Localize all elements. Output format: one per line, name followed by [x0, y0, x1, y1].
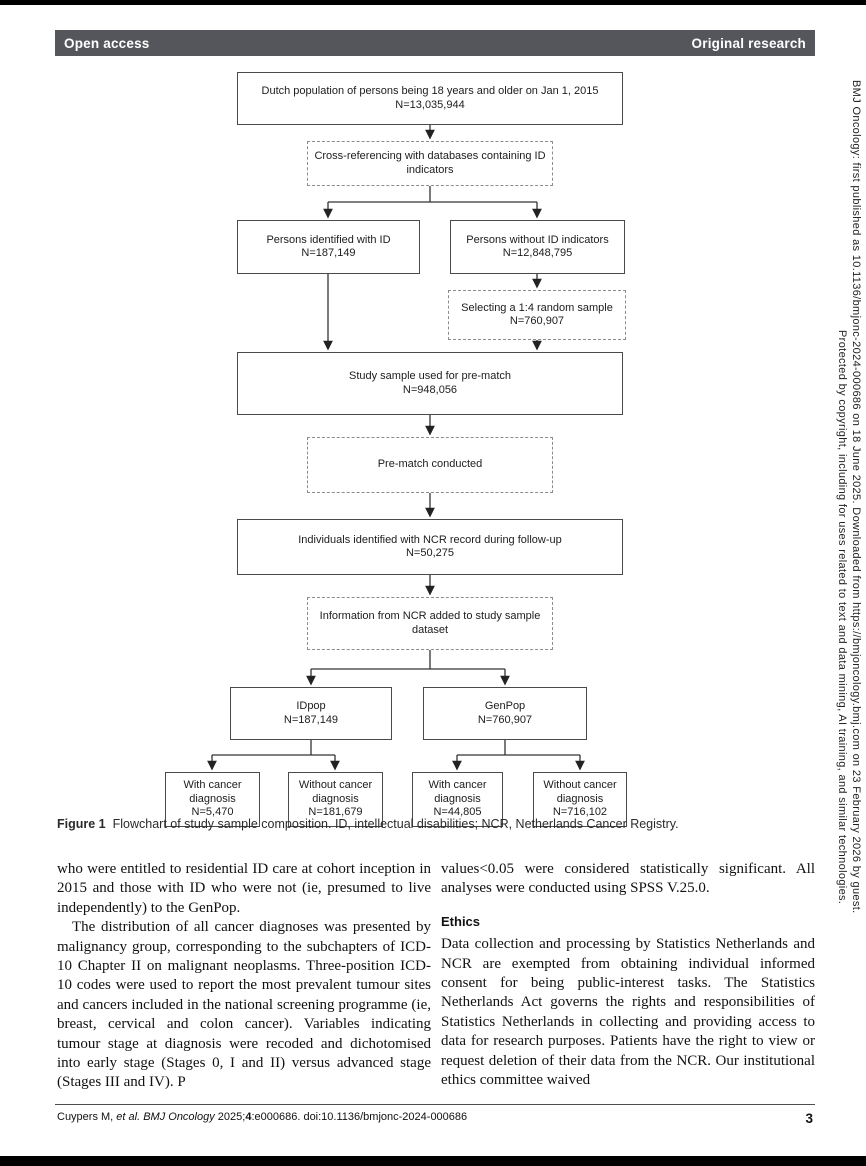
original-research-label: Original research: [691, 35, 806, 51]
node-count: N=12,848,795: [502, 247, 573, 259]
citation-volume: 4: [245, 1111, 252, 1123]
node-count: N=181,679: [308, 806, 363, 819]
open-access-label: Open access: [64, 35, 150, 51]
section-heading-ethics: Ethics: [441, 913, 481, 929]
footer-divider: [55, 1104, 815, 1105]
flow-node-random-sample: [448, 290, 626, 340]
node-count: N=716,102: [552, 806, 608, 819]
figure-caption-label: Figure 1: [57, 817, 106, 831]
citation-doi: :e000686. doi:10.1136/bmjonc-2024-000686: [251, 1111, 468, 1123]
paragraph: who were entitled to residential ID care at cohort inception in 2015 and those with ID who were not (ie, presumed to live independently) to the GenPop.: [57, 861, 431, 916]
node-count: N=50,275: [405, 547, 454, 559]
flow-node-idpop: [230, 687, 392, 740]
citation-journal: BMJ Oncology: [143, 1111, 218, 1123]
figure-caption: [57, 816, 802, 832]
page-top-edge-bar: [0, 0, 866, 5]
node-text: Without cancer diagnosis: [298, 779, 373, 805]
citation-year: 2025;: [217, 1111, 246, 1123]
node-count: N=948,056: [402, 383, 458, 396]
node-text: With cancer diagnosis: [428, 779, 487, 805]
flow-node-population: [237, 72, 623, 125]
page-number: 3: [805, 1111, 813, 1126]
node-count: N=187,149: [283, 713, 339, 726]
flow-node-cross-referencing: [307, 141, 553, 186]
article-right-column: [441, 860, 815, 1093]
flow-node-persons-with-id: [237, 220, 420, 274]
node-count: N=44,805: [433, 806, 482, 819]
node-text: Persons without ID indicators: [466, 233, 609, 246]
paragraph: Data collection and processing by Statistics Netherlands and NCR are exempted from obtaining individual informed consent for being public-interest tasks. The Statistics Netherlands Act governs the rights and responsibilities of Statistics Netherlands in collecting and providing access to data for research purposes. Patients have the right to view or request deletion of their data from the NCR. Our institutional ethics committee waived: [441, 936, 815, 1089]
node-text: Cross-referencing with databases containing ID: [314, 150, 546, 162]
node-text: Persons identified with ID: [266, 233, 391, 246]
figure-caption-text: Flowchart of study sample composition. ID, intellectual disabilities; NCR, Netherlands Cancer Registry.: [112, 817, 679, 831]
citation-author: Cuypers M,: [57, 1111, 117, 1123]
node-text: IDpop: [296, 700, 326, 712]
page-bottom-edge-bar: [0, 1156, 866, 1166]
node-text: Pre-match conducted: [377, 458, 483, 471]
node-text: Without cancer diagnosis: [543, 779, 617, 805]
flow-node-ncr-record: [237, 519, 623, 575]
node-text: Study sample used for pre-match: [348, 370, 512, 382]
node-count: N=5,470: [191, 806, 234, 819]
article-body: [57, 860, 815, 1093]
page-footer: [57, 1111, 813, 1126]
node-count: N=13,035,944: [395, 98, 465, 111]
node-text: Dutch population of persons being 18 years and older on Jan 1, 2015: [261, 85, 599, 97]
citation: [57, 1111, 467, 1123]
node-count: N=760,907: [477, 713, 533, 726]
figure-1-flowchart: [60, 65, 810, 831]
article-left-column: [57, 860, 431, 1093]
node-count: N=187,149: [301, 247, 356, 259]
citation-etal: et al.: [116, 1111, 144, 1123]
flow-node-prematch: [307, 437, 553, 493]
article-type-banner: [55, 30, 815, 56]
node-text: Information from NCR added to study sample: [319, 610, 541, 622]
flow-node-study-sample: [237, 352, 623, 415]
node-text: GenPop: [484, 700, 526, 712]
sidebar-vertical-text-copyright: Protected by copyright, including for uses related to text and data mining, AI training, and similar technologies.: [836, 330, 848, 905]
node-text: indicators: [406, 163, 454, 176]
paragraph: The distribution of all cancer diagnoses was presented by malignancy group, corresponding to the subchapters of ICD-10 Chapter II on malignant neoplasms. Three-position ICD-10 codes were used to report the most prevalent tumour sites and cancers included in the national screening programme (ie, breast, cervical and colon cancer). Variables indicating tumour stage at diagnosis were recoded and dichotomised into early stage (Stages 0, I and II) versus advanced stage (Stages III and IV). P: [57, 919, 431, 1091]
node-text: Selecting a 1:4 random sample: [461, 301, 613, 314]
flow-node-genpop: [423, 687, 587, 740]
node-count: N=760,907: [509, 315, 565, 327]
node-text: dataset: [411, 623, 449, 636]
flow-node-ncr-added: [307, 597, 553, 650]
node-text: With cancer diagnosis: [183, 779, 242, 805]
flow-node-persons-without-id: [450, 220, 625, 274]
sidebar-vertical-text-publication: BMJ Oncology: first published as 10.1136/bmjonc-2024-000686 on 18 June 2025. Downloaded from https://bmjoncology.bmj.com on 23 February 2026 by guest.: [850, 80, 862, 914]
node-text: Individuals identified with NCR record during follow-up: [298, 533, 562, 546]
paragraph: values<0.05 were considered statistically significant. All analyses were conducted using SPSS V.25.0.: [441, 861, 815, 897]
